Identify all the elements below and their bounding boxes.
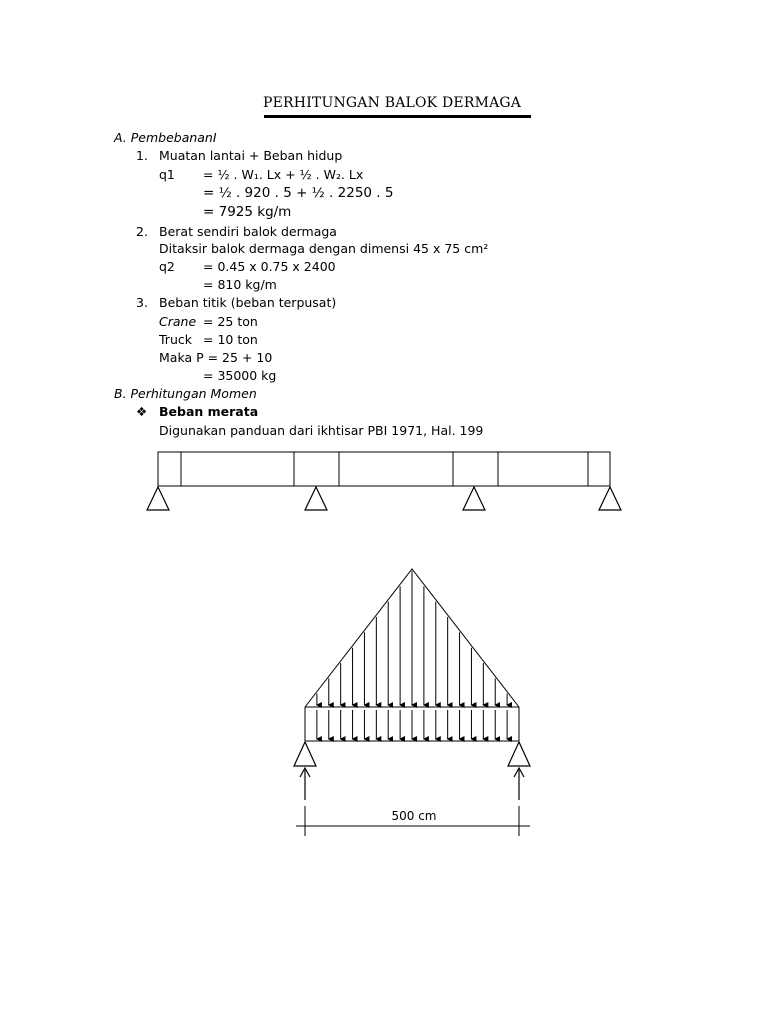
item1-number: 1. bbox=[136, 148, 148, 163]
section-a-heading: A. PembebananI bbox=[114, 130, 217, 145]
reaction-arrows bbox=[300, 768, 524, 800]
continuous-beam bbox=[158, 452, 610, 486]
span-supports bbox=[294, 742, 530, 766]
item1-text: Muatan lantai + Beban hidup bbox=[159, 148, 343, 163]
item3-number: 3. bbox=[136, 295, 148, 310]
crane-label: Crane bbox=[159, 314, 197, 329]
support-triangle-icon bbox=[508, 742, 530, 766]
q1-result: = 7925 kg/m bbox=[203, 204, 292, 220]
q1-formula: = ½ . W₁. Lx + ½ . W₂. Lx bbox=[203, 167, 364, 182]
beam-supports bbox=[147, 487, 621, 510]
support-triangle-icon bbox=[305, 487, 327, 510]
support-triangle-icon bbox=[463, 487, 485, 510]
q2-label: q2 bbox=[159, 259, 175, 274]
q1-label: q1 bbox=[159, 167, 175, 182]
truck-label: Truck bbox=[159, 332, 192, 347]
q2-result: = 810 kg/m bbox=[203, 277, 277, 292]
span-dimension-label: 500 cm bbox=[391, 809, 437, 823]
support-triangle-icon bbox=[294, 742, 316, 766]
truck-value: = 10 ton bbox=[203, 332, 258, 347]
q1-substitution: = ½ . 920 . 5 + ½ . 2250 . 5 bbox=[203, 185, 394, 201]
q2-formula: = 0.45 x 0.75 x 2400 bbox=[203, 259, 336, 274]
item2-subtext: Ditaksir balok dermaga dengan dimensi 45 x 75 cm² bbox=[159, 241, 489, 256]
support-triangle-icon bbox=[147, 487, 169, 510]
pbi-reference-note: Digunakan panduan dari ikhtisar PBI 1971, Hal. 199 bbox=[159, 423, 484, 438]
beban-merata-heading: Beban merata bbox=[159, 404, 259, 419]
maka-label: Maka P = 25 + 10 bbox=[159, 350, 273, 365]
diamond-bullet-icon: ❖ bbox=[136, 404, 148, 419]
maka-value: = 35000 kg bbox=[203, 368, 277, 383]
item2-number: 2. bbox=[136, 224, 148, 239]
item3-text: Beban titik (beban terpusat) bbox=[159, 295, 337, 310]
page-title: PERHITUNGAN BALOK DERMAGA bbox=[263, 95, 522, 111]
crane-value: = 25 ton bbox=[203, 314, 258, 329]
item2-text: Berat sendiri balok dermaga bbox=[159, 224, 337, 239]
section-b-heading: B. Perhitungan Momen bbox=[114, 386, 257, 401]
support-triangle-icon bbox=[599, 487, 621, 510]
